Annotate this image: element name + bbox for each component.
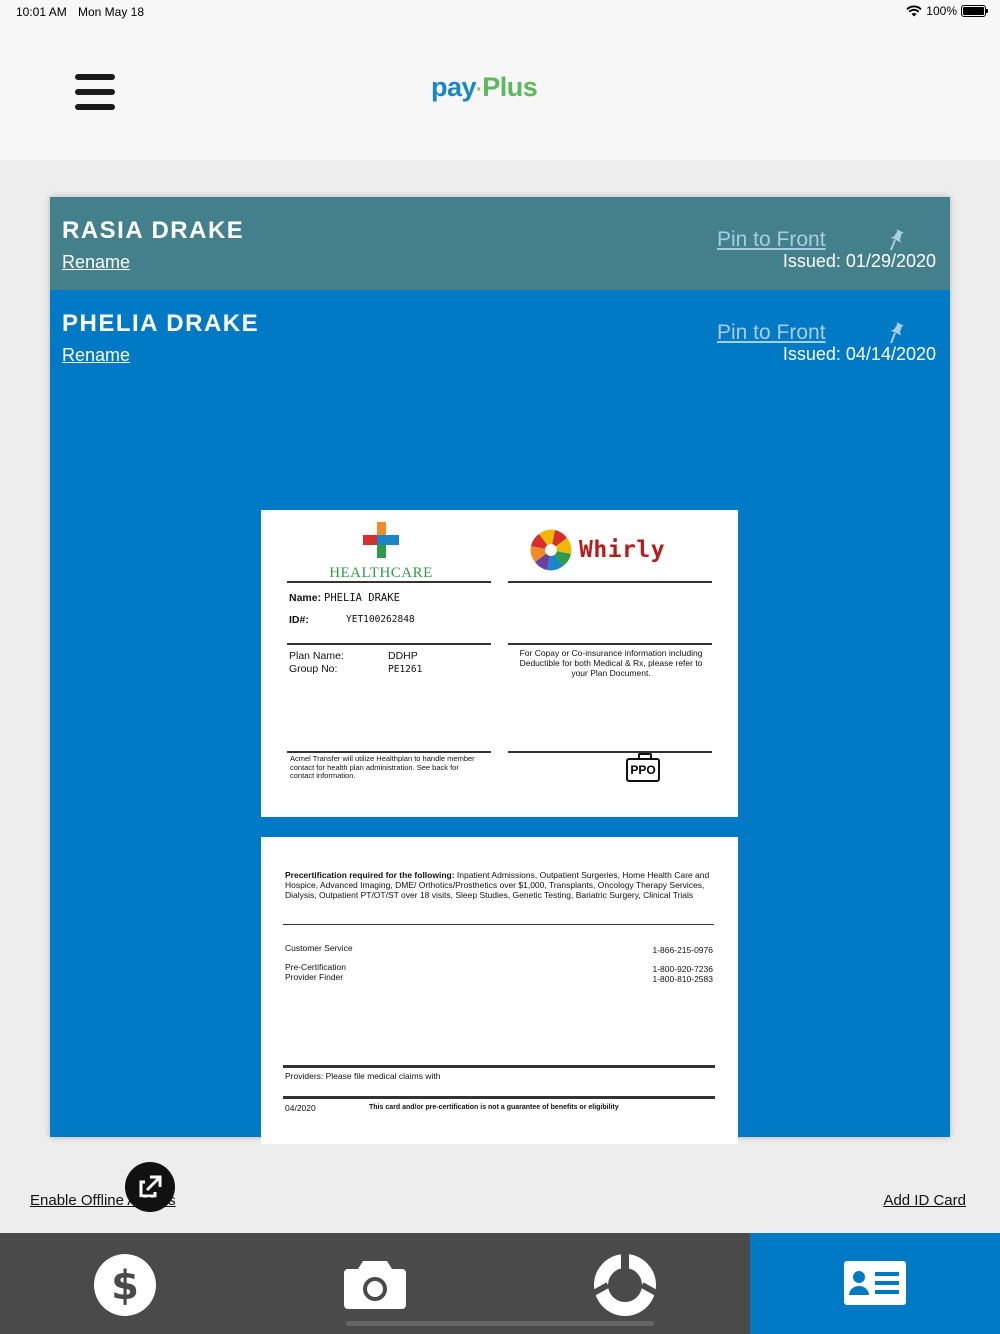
dollar-icon [0,1233,250,1334]
camera-icon [250,1233,500,1334]
wifi-icon [906,5,922,17]
plan-name-value: DDHP [388,650,418,662]
tab-payments[interactable] [0,1233,250,1334]
healthcare-logo: HEALTHCARE [321,522,441,580]
tab-id-cards[interactable] [750,1233,1000,1334]
member-id-field: ID#: [289,614,309,626]
member-name-field: Name: PHELIA DRAKE [289,592,400,604]
plan-name-label: Plan Name: [289,650,344,662]
whirly-pinwheel-icon [529,528,573,572]
provider-finder-label: Provider Finder [285,972,344,982]
precert-label: Pre-Certification [285,962,346,972]
precert-phone: 1-800-920-7236 [652,964,713,974]
add-id-card-link[interactable]: Add ID Card [883,1192,966,1209]
payplus-logo: pay·Plus [431,72,538,102]
id-card-front[interactable] [261,510,738,817]
pushpin-icon[interactable] [885,228,905,252]
member-row-phelia [50,290,950,1137]
id-card-icon [750,1233,1000,1334]
battery-icon [961,5,986,17]
app-header [0,26,1000,160]
tab-camera[interactable] [250,1233,500,1334]
battery-percent: 100% [926,4,957,18]
status-right [906,4,986,18]
issued-date: Issued: 01/29/2020 [782,251,936,271]
tab-dashboard[interactable] [500,1233,750,1334]
issued-date: Issued: 04/14/2020 [782,344,936,364]
svg-text:$: $ [111,1263,139,1309]
id-card-back[interactable] [261,837,738,1144]
home-indicator [346,1321,654,1326]
group-no-label: Group No: [289,663,338,675]
member-name: PHELIA DRAKE [62,310,260,337]
pushpin-icon[interactable] [885,321,905,345]
tab-bar [0,1233,1000,1334]
status-date: Mon May 18 [78,5,145,19]
member-name: RASIA DRAKE [62,217,245,244]
customer-service-phone: 1-866-215-0976 [652,945,713,955]
healthcare-cross-icon [363,522,399,558]
ppo-badge: PPO [626,758,660,782]
rename-link[interactable]: Rename [62,252,131,272]
menu-icon[interactable] [75,74,115,110]
group-no-value: PE1261 [388,664,423,675]
copay-note: For Copay or Co-insurance information including Deductible for both Medical & Rx, please refer to your Plan Document. [519,648,703,678]
rename-link[interactable]: Rename [62,345,131,365]
status-bar [0,0,1000,26]
id-cards-panel [50,197,950,1137]
customer-service-label: Customer Service [285,943,353,953]
member-id-value: YET100262848 [346,614,415,625]
pin-to-front-link[interactable]: Pin to Front [717,321,826,344]
enable-offline-access-link[interactable]: Enable Offline Access [30,1192,176,1209]
card-date: 04/2020 [285,1103,316,1113]
providers-note: Providers: Please file medical claims with [285,1071,441,1081]
precertification-text: Precertification required for the following: Inpatient Admissions, Outpatient Surgeries, Home Health Care and Hospice, Advanced Imaging, DME/ Orthotics/Prosthetics over $1,000, Transplants, Oncology Therapy Services, Dialysis, Outpatient PT/OT/ST over 18 visits, Sleep Studies, Genetic Testing, Bariatric Surgery, Clinical Trials [285,870,710,900]
member-row-rasia[interactable] [50,197,950,290]
pie-chart-icon [500,1233,750,1334]
status-time: 10:01 AM [16,5,67,19]
disclaimer: This card and/or pre-certification is not a guarantee of benefits or eligibility [369,1104,619,1111]
pin-to-front-link[interactable]: Pin to Front [717,228,826,251]
admin-note: Acmel Transfer will utilize Healthplan to handle member contact for health plan administration. See back for contact information. [290,754,475,781]
whirly-logo: Whirly [529,528,665,572]
provider-finder-phone: 1-800-810-2583 [652,974,713,984]
